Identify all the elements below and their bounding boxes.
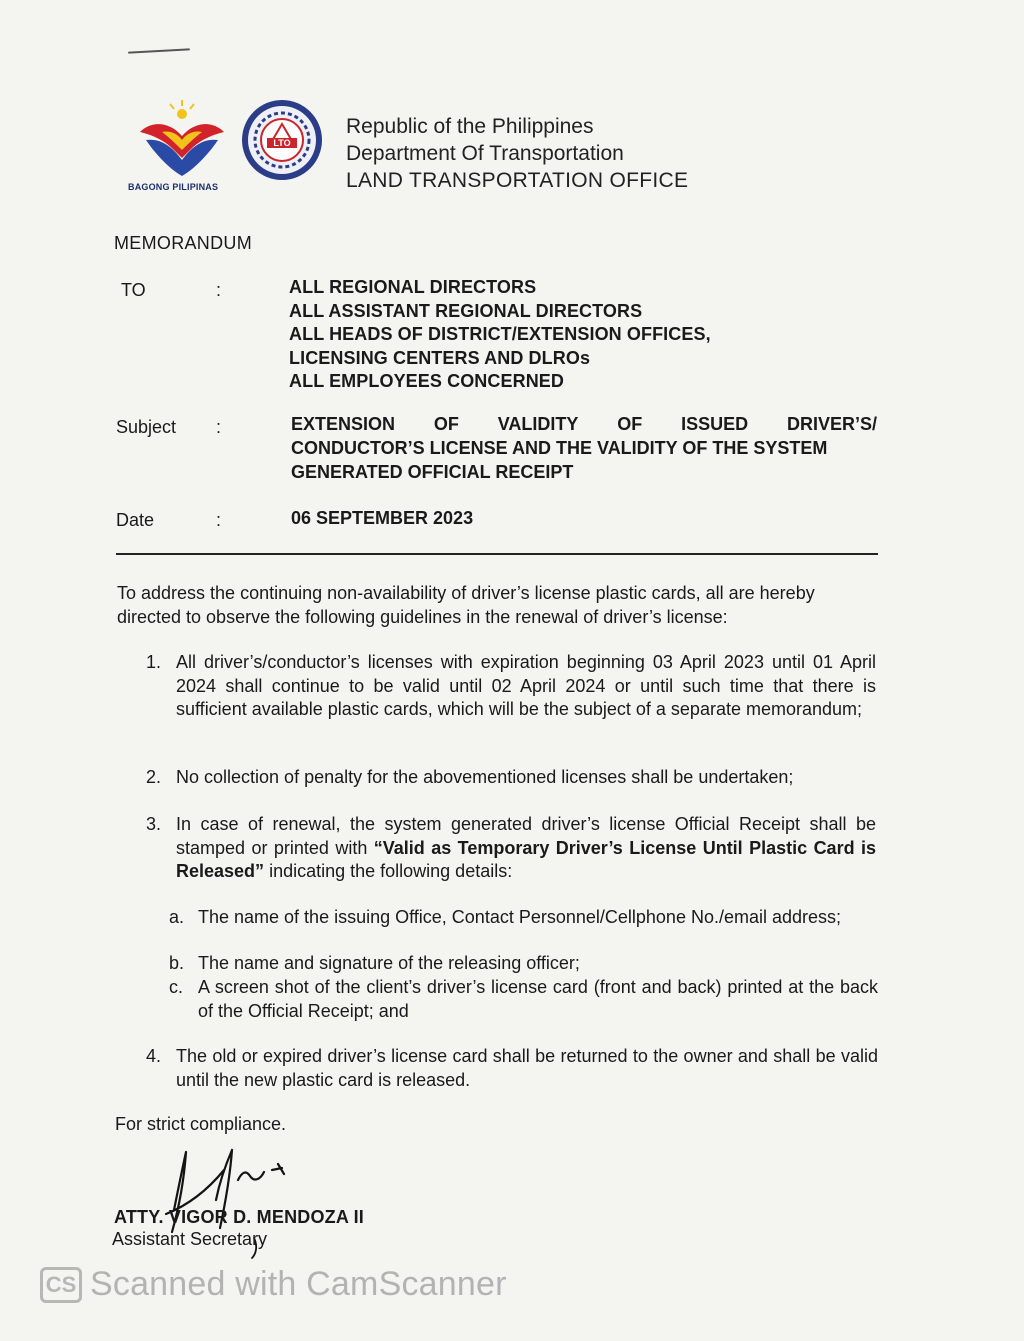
- date-colon: :: [216, 510, 222, 530]
- signatory-title: Assistant Secretary: [112, 1229, 268, 1249]
- bagong-pilipinas-logo: [132, 92, 232, 192]
- lto-seal-text: LTO: [273, 138, 291, 148]
- list-item: [146, 651, 876, 722]
- sub-list-text: The name and signature of the releasing officer;: [198, 953, 580, 973]
- recipient-line: ALL REGIONAL DIRECTORS: [289, 277, 537, 297]
- date-value: 06 SEPTEMBER 2023: [291, 508, 474, 528]
- list-item-number: 2.: [146, 767, 162, 787]
- letterhead-republic: Republic of the Philippines: [346, 115, 594, 138]
- bagong-pilipinas-caption: BAGONG PILIPINAS: [128, 182, 219, 192]
- list-item-text: The old or expired driver’s license card shall be returned to the owner and shall be valid until the new plastic card is released.: [176, 1046, 878, 1090]
- sub-list-letter: a.: [169, 907, 185, 927]
- to-label: TO: [121, 280, 146, 300]
- letterhead-office: LAND TRANSPORTATION OFFICE: [346, 169, 689, 192]
- list-item-number: 4.: [146, 1046, 162, 1066]
- letterhead: [346, 113, 688, 194]
- list-item-number: 1.: [146, 652, 162, 672]
- to-colon: :: [216, 280, 222, 300]
- list-item: [146, 1045, 878, 1092]
- recipient-line: LICENSING CENTERS AND DLROs: [289, 347, 591, 368]
- list-item: [146, 813, 877, 884]
- sub-list-item: [169, 952, 878, 976]
- date-label: Date: [116, 510, 155, 530]
- sub-list-item: [169, 906, 878, 930]
- closing-line: For strict compliance.: [115, 1114, 287, 1134]
- subject-colon: :: [216, 417, 222, 437]
- memo-title: MEMORANDUM: [114, 233, 252, 253]
- letterhead-department: Department Of Transportation: [346, 142, 624, 165]
- header-divider: [116, 553, 878, 555]
- subject-line-3: GENERATED OFFICIAL RECEIPT: [291, 462, 574, 482]
- recipient-line: ALL EMPLOYEES CONCERNED: [289, 371, 564, 391]
- stamp-phrase: “Valid as Temporary Driver’s License Until Plastic Card is Released”: [176, 837, 877, 881]
- sub-list-text: The name of the issuing Office, Contact Personnel/Cellphone No./email address;: [198, 907, 842, 927]
- list-item: [146, 766, 876, 790]
- list-item-text: No collection of penalty for the abovementioned licenses shall be undertaken;: [176, 767, 794, 787]
- to-recipients: [289, 276, 711, 394]
- pen-mark: [128, 48, 190, 53]
- intro-paragraph: To address the continuing non-availability of driver’s license plastic cards, all are hereby directed to observe the following guidelines in the renewal of driver’s license:: [117, 583, 815, 627]
- camscanner-text: Scanned with CamScanner: [90, 1265, 507, 1303]
- list-item-text: All driver’s/conductor’s licenses with expiration beginning 03 April 2023 until 01 April 2024 shall continue to be valid until 02 April 2024 or until such time that there is sufficient available plastic cards, which will be the subject of a separate memorandum;: [176, 652, 876, 719]
- signatory-name: ATTY. VIGOR D. MENDOZA II: [114, 1207, 365, 1227]
- sub-list-text: A screen shot of the client’s driver’s license card (front and back) printed at the back of the Official Receipt; and: [198, 977, 878, 1021]
- camscanner-watermark: [40, 1265, 507, 1304]
- subject-line-2: CONDUCTOR’S LICENSE AND THE VALIDITY OF THE SYSTEM: [291, 438, 828, 458]
- sub-list-item: [169, 976, 878, 1023]
- subject-line-1: EXTENSION OF VALIDITY OF ISSUED DRIVER’S/: [291, 414, 877, 434]
- camscanner-badge: CS: [40, 1267, 82, 1303]
- recipient-line: ALL HEADS OF DISTRICT/EXTENSION OFFICES,: [289, 324, 711, 344]
- subject-text: [291, 412, 877, 484]
- recipient-line: ALL ASSISTANT REGIONAL DIRECTORS: [289, 300, 643, 321]
- subject-label: Subject: [116, 417, 177, 437]
- list-item-text: In case of renewal, the system generated driver’s license Official Receipt shall be stamped or printed with “Valid as Temporary Driver’s License Until Plastic Card is Released” indicating the following details:: [176, 814, 877, 881]
- sub-list-letter: c.: [169, 977, 184, 997]
- list-item-number: 3.: [146, 814, 162, 834]
- lto-seal-logo: [240, 98, 324, 182]
- sub-list-letter: b.: [169, 953, 185, 973]
